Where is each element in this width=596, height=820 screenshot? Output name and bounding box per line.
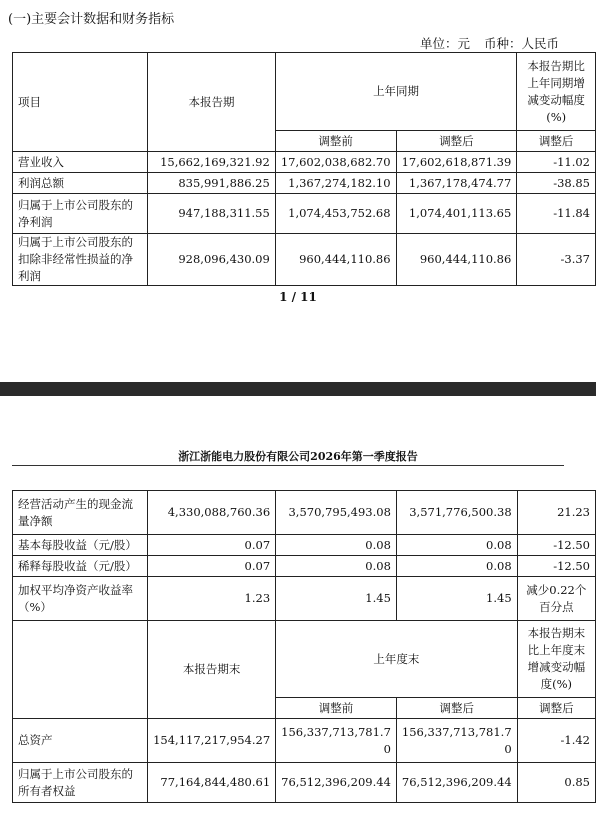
cell-value: -3.37 [517,234,596,286]
table-row [13,556,596,577]
row-label: 利润总额 [13,173,148,194]
row-label: 归属于上市公司股东的所有者权益 [13,763,148,803]
cell-value: 960,444,110.86 [396,234,517,286]
header-current-end: 本报告期末 [148,621,276,719]
cell-value: 0.07 [148,556,276,577]
cell-value: -11.84 [517,194,596,234]
table-row [13,152,596,173]
header-item: 项目 [13,53,148,152]
cell-value: 0.08 [396,556,517,577]
cell-value: 1.45 [396,577,517,621]
cell-value: 154,117,217,954.27 [148,719,276,763]
row-label: 归属于上市公司股东的扣除非经常性损益的净利润 [13,234,148,286]
row-label: 归属于上市公司股东的净利润 [13,194,148,234]
row-label: 营业收入 [13,152,148,173]
header-prior-end: 上年度末 [276,621,518,698]
cell-value: 15,662,169,321.92 [148,152,276,173]
unit-line [420,34,573,52]
table-row [13,535,596,556]
cell-value: 减少0.22个百分点 [517,577,595,621]
currency-label: 币种：人民币 [484,36,560,51]
cell-value: 1.45 [276,577,397,621]
header-blank [13,621,148,719]
report-title: 浙江浙能电力股份有限公司2026年第一季度报告 [178,450,418,463]
table-row [13,719,596,763]
cell-value: 928,096,430.09 [148,234,276,286]
header-after: 调整后 [396,131,517,152]
title-underline [12,465,564,466]
cell-value: 4,330,088,760.36 [148,491,276,535]
table-row [13,491,596,535]
header-after-change: 调整后 [517,131,596,152]
cell-value: 1,367,274,182.10 [275,173,396,194]
table-row [13,173,596,194]
unit-label: 单位：元 [420,36,471,51]
cell-value: -12.50 [517,556,595,577]
cell-value: 156,337,713,781.70 [396,719,517,763]
cell-value: 156,337,713,781.70 [276,719,397,763]
header-change: 本报告期比上年同期增减变动幅度(%) [517,53,596,131]
row-label: 基本每股收益（元/股） [13,535,148,556]
cell-value: 3,571,776,500.38 [396,491,517,535]
cell-value: 947,188,311.55 [148,194,276,234]
row-label: 总资产 [13,719,148,763]
header-after: 调整后 [396,698,517,719]
row-label: 加权平均净资产收益率（%） [13,577,148,621]
cell-value: 0.08 [396,535,517,556]
cell-value: 1,074,401,113.65 [396,194,517,234]
cell-value: 17,602,618,871.39 [396,152,517,173]
cell-value: 77,164,844,480.61 [148,763,276,803]
cell-value: 0.08 [276,556,397,577]
cell-value: -1.42 [517,719,595,763]
cell-value: 3,570,795,493.08 [276,491,397,535]
header-change-end: 本报告期末比上年度末增减变动幅度(%) [517,621,595,698]
row-label: 经营活动产生的现金流量净额 [13,491,148,535]
header-prior: 上年同期 [275,53,517,131]
cell-value: 0.08 [276,535,397,556]
cell-value: -12.50 [517,535,595,556]
page-number: 1 / 11 [279,290,317,304]
cell-value: -38.85 [517,173,596,194]
cell-value: 0.07 [148,535,276,556]
cell-value: 1.23 [148,577,276,621]
cell-value: 21.23 [517,491,595,535]
cell-value: 0.85 [517,763,595,803]
financial-table-1 [12,52,596,286]
table-row [13,577,596,621]
cell-value: 835,991,886.25 [148,173,276,194]
cell-value: 1,367,178,474.77 [396,173,517,194]
table-row [13,234,596,286]
cell-value: 960,444,110.86 [275,234,396,286]
cell-value: -11.02 [517,152,596,173]
header-after-change: 调整后 [517,698,595,719]
header-current: 本报告期 [148,53,276,152]
header-before: 调整前 [276,698,397,719]
cell-value: 76,512,396,209.44 [276,763,397,803]
section-heading: (一)主要会计数据和财务指标 [8,12,175,27]
table-row [13,763,596,803]
table-row [13,194,596,234]
cell-value: 17,602,038,682.70 [275,152,396,173]
header-before: 调整前 [275,131,396,152]
row-label: 稀释每股收益（元/股） [13,556,148,577]
cell-value: 76,512,396,209.44 [396,763,517,803]
page-separator [0,382,596,396]
financial-table-2 [12,490,596,803]
cell-value: 1,074,453,752.68 [275,194,396,234]
